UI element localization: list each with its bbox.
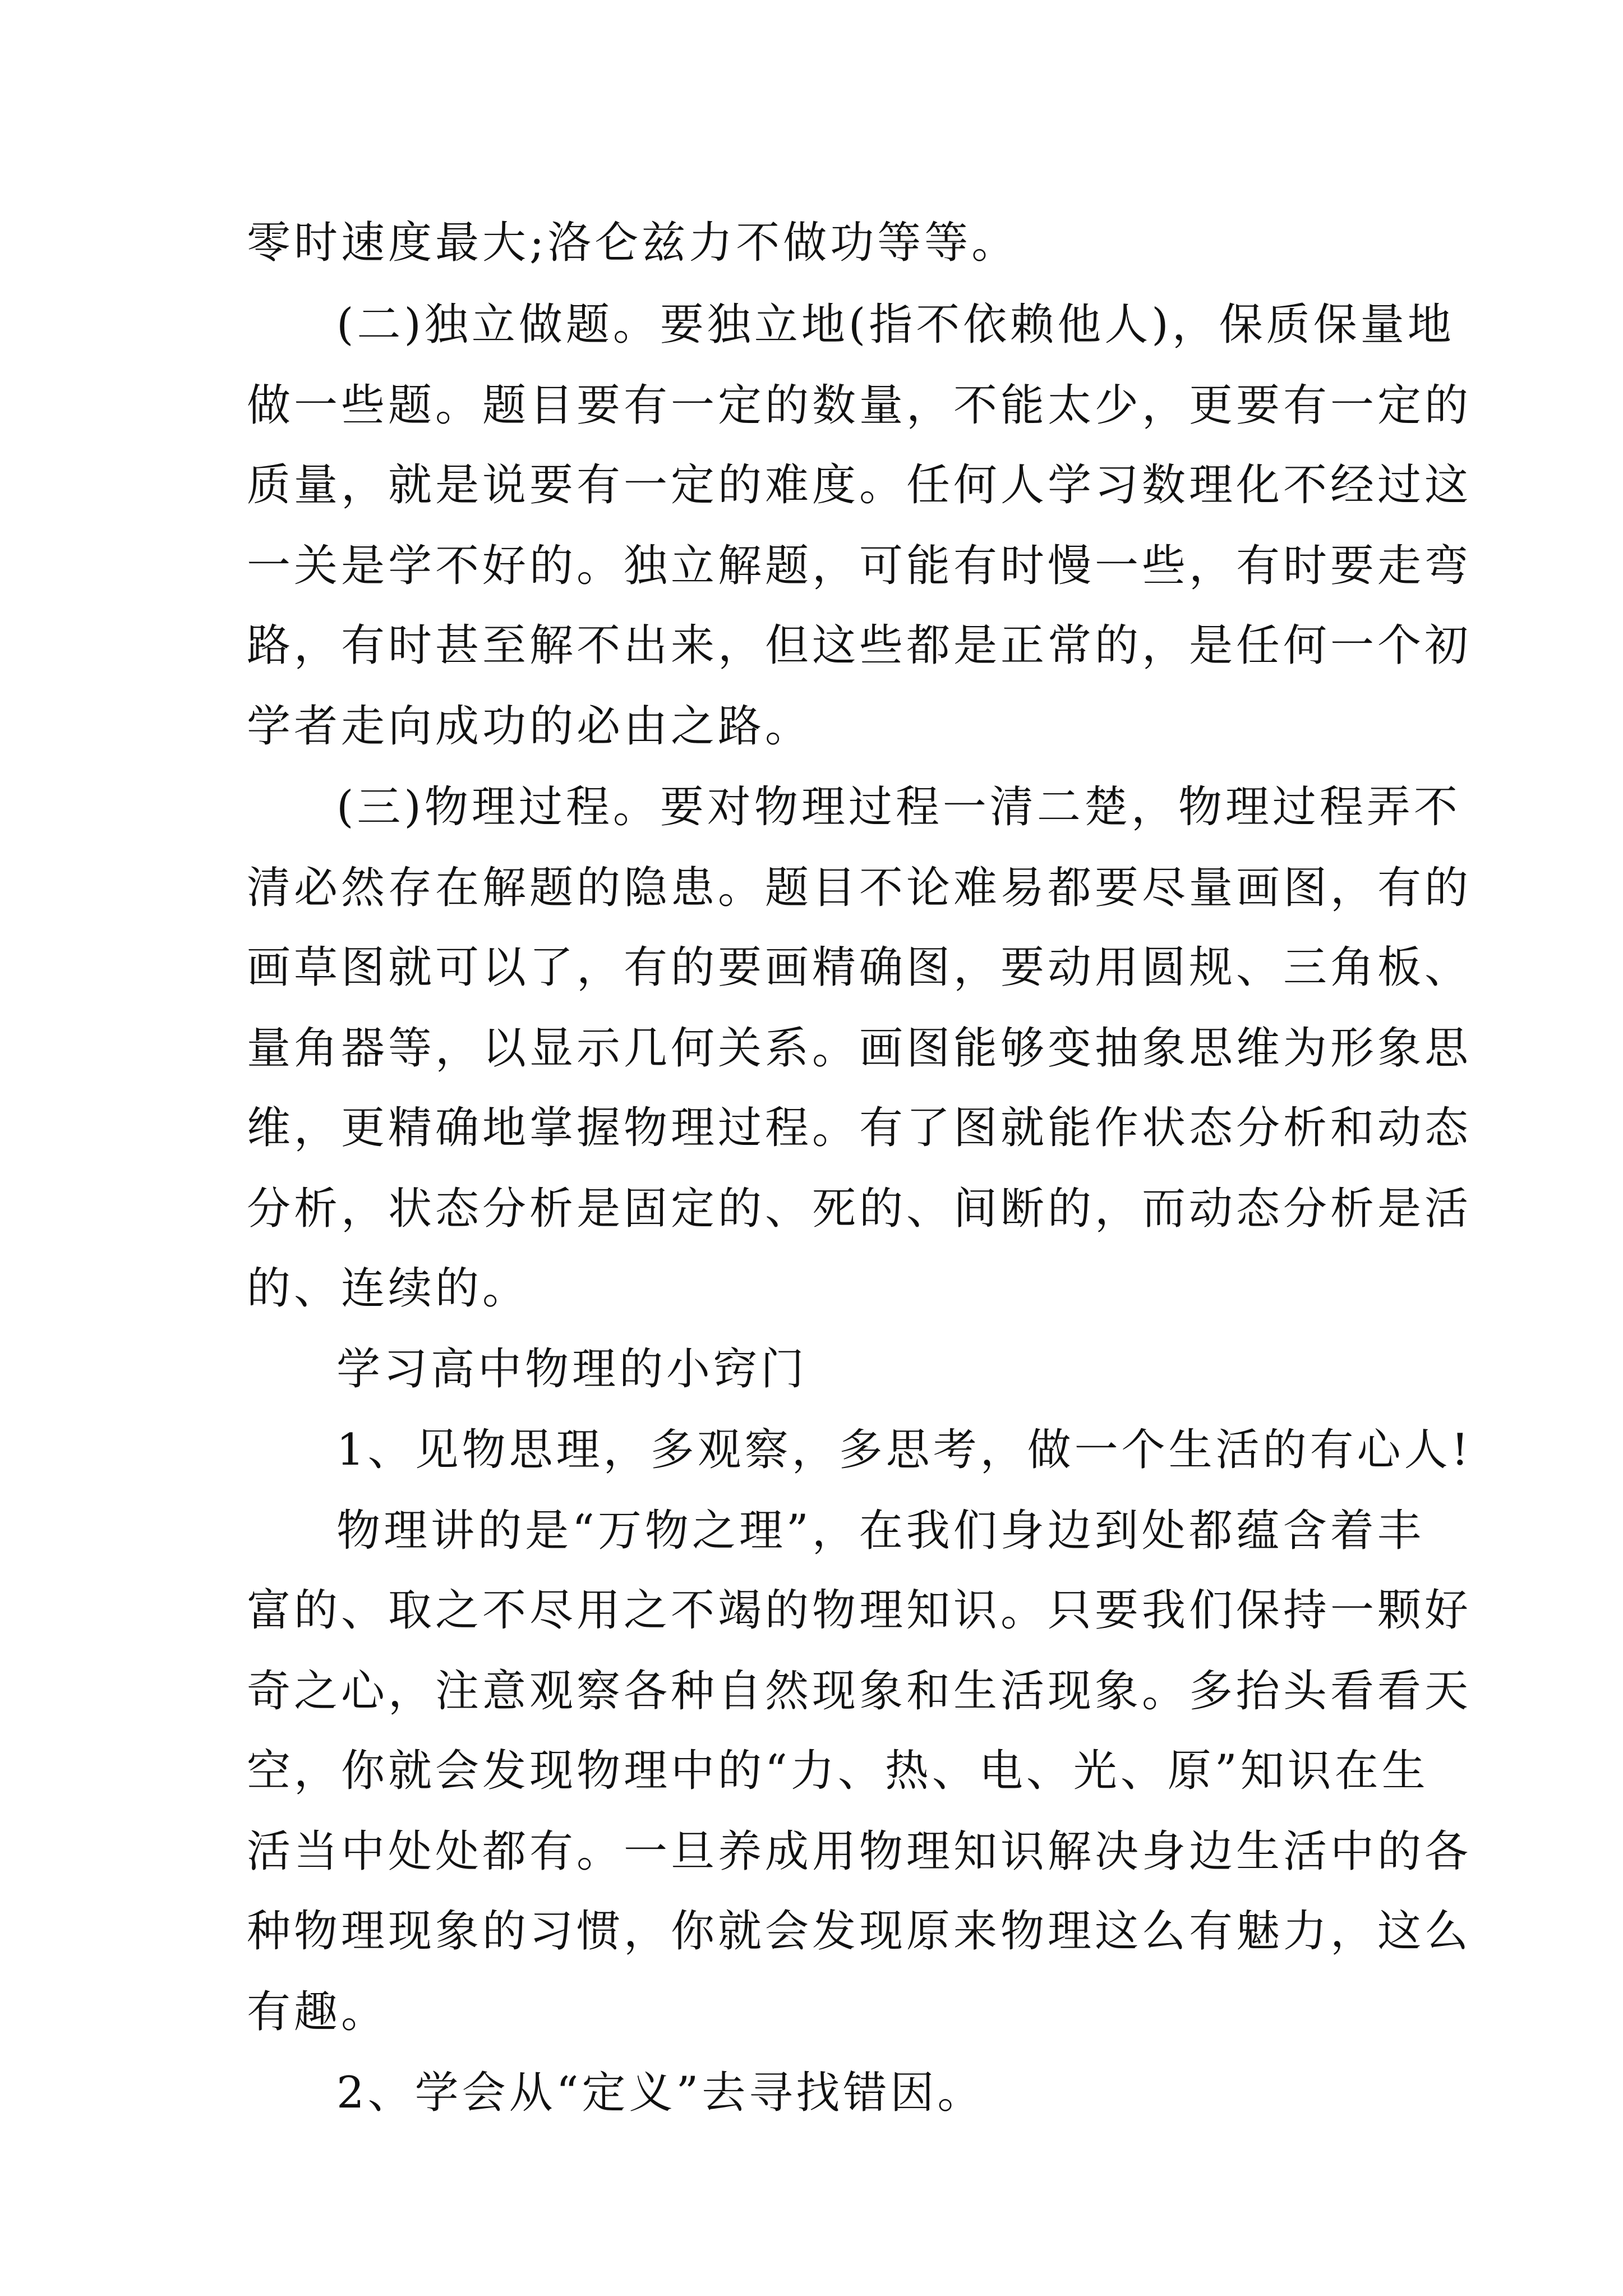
paragraph-line: 1、见物思理，多观察，多思考，做一个生活的有心人! (336, 1425, 1472, 1475)
text-line: 分析，状态分析是固定的、死的、间断的，而动态分析是活 (247, 1184, 1472, 1234)
text-line: 学者走向成功的必由之路。 (247, 701, 813, 752)
text-line: 量角器等，以显示几何关系。画图能够变抽象思维为形象思 (247, 1023, 1472, 1074)
paragraph-line: (三)物理过程。要对物理过程一清二楚，物理过程弄不 (336, 782, 1461, 832)
text-line: 路，有时甚至解不出来，但这些都是正常的，是任何一个初 (247, 620, 1472, 671)
paragraph-line: 物理讲的是“万物之理”，在我们身边到处都蕴含着丰 (336, 1506, 1424, 1556)
paragraph-line: (二)独立做题。要独立地(指不依赖他人)，保质保量地 (336, 300, 1455, 350)
paragraph-line: 2、学会从“定义”去寻找错因。 (336, 2068, 985, 2118)
text-line: 质量，就是说要有一定的难度。任何人学习数理化不经过这 (247, 460, 1472, 510)
text-line: 种物理现象的习惯，你就会发现原来物理这么有魅力，这么 (247, 1906, 1472, 1957)
text-line: 奇之心，注意观察各种自然现象和生活现象。多抬头看看天 (247, 1666, 1472, 1717)
text-line: 富的、取之不尽用之不竭的物理知识。只要我们保持一颗好 (247, 1585, 1472, 1636)
text-line: 清必然存在解题的隐患。题目不论难易都要尽量画图，有的 (247, 863, 1472, 913)
text-line: 有趣。 (247, 1987, 389, 2037)
text-line: 画草图就可以了，有的要画精确图，要动用圆规、三角板、 (247, 942, 1472, 993)
text-line: 做一些题。题目要有一定的数量，不能太少，更要有一定的 (247, 380, 1472, 431)
text-line: 活当中处处都有。一旦养成用物理知识解决身边生活中的各 (247, 1826, 1472, 1877)
section-heading: 学习高中物理的小窍门 (336, 1344, 808, 1395)
text-line: 的、连续的。 (247, 1263, 530, 1314)
text-line: 维，更精确地掌握物理过程。有了图就能作状态分析和动态 (247, 1103, 1472, 1153)
text-line: 空，你就会发现物理中的“力、热、电、光、原”知识在生 (247, 1746, 1429, 1796)
text-line: 零时速度最大;洛仑兹力不做功等等。 (247, 218, 1019, 268)
text-line: 一关是学不好的。独立解题，可能有时慢一些，有时要走弯 (247, 541, 1472, 591)
